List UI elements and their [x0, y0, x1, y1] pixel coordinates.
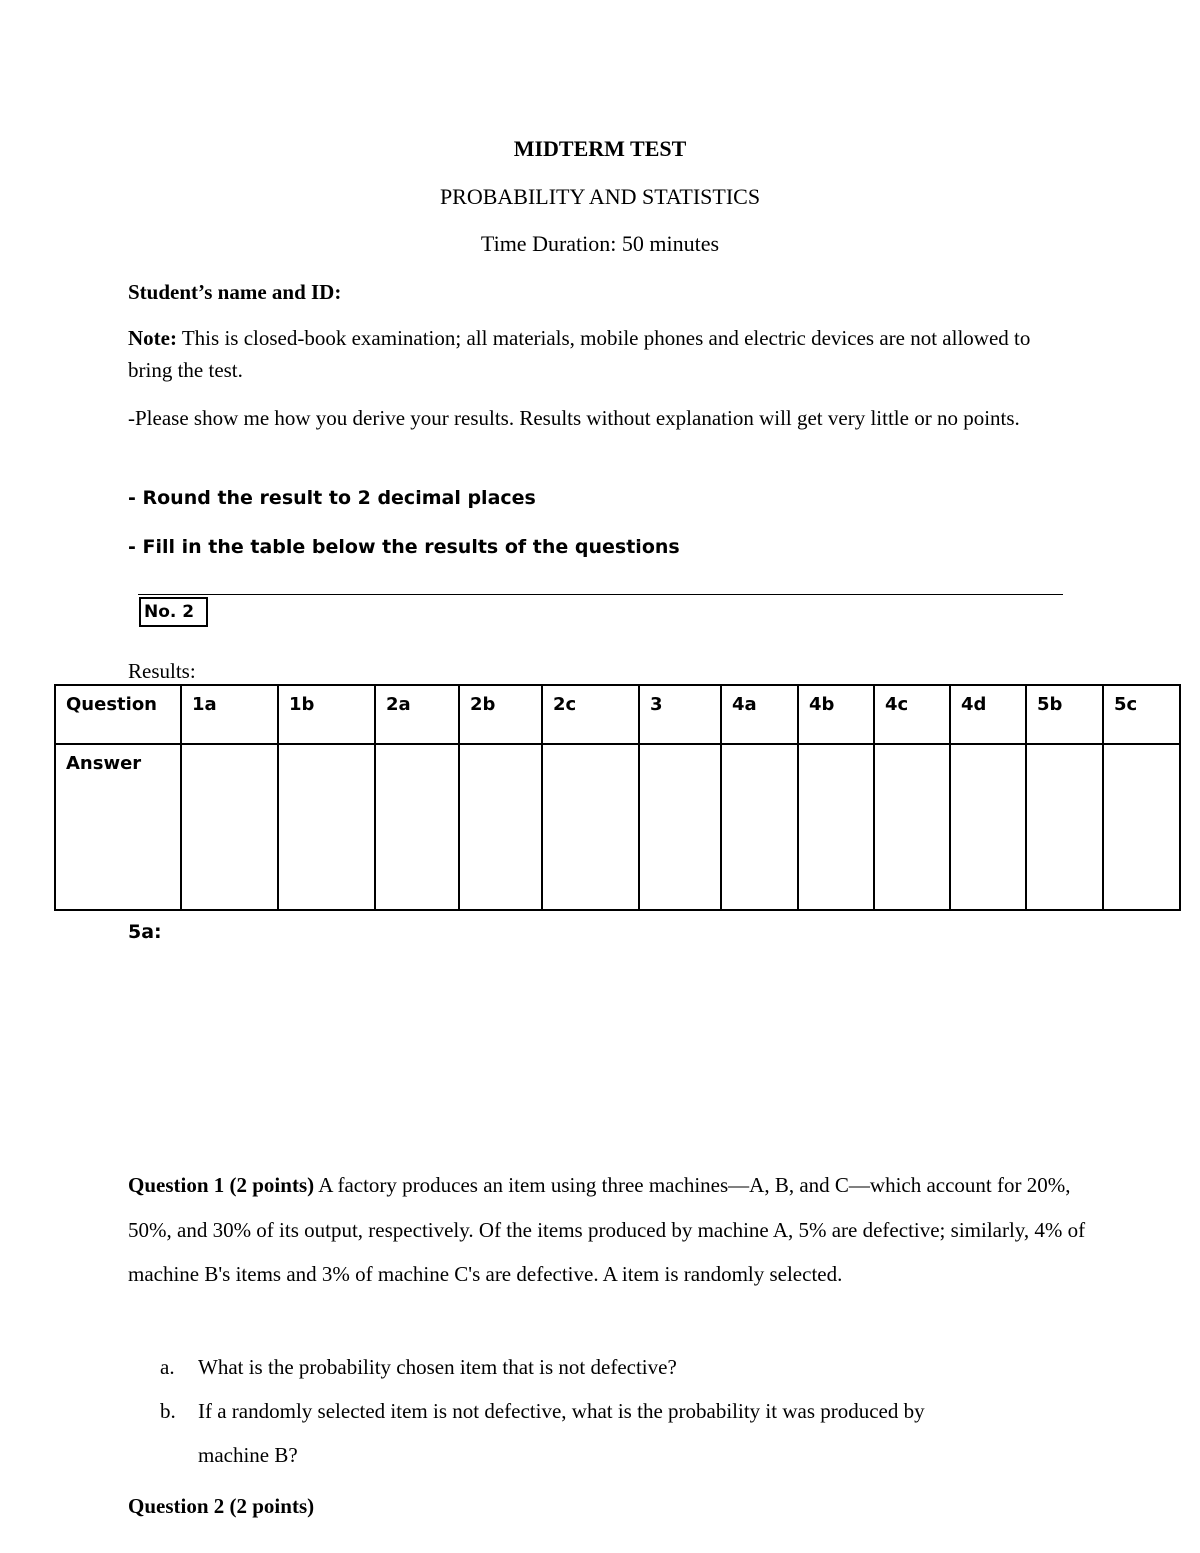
question-cell-4b: 4b [798, 685, 874, 744]
explain-instruction: -Please show me how you derive your results. Results without explanation will get very little or no points. [128, 406, 1020, 430]
question-row [55, 685, 1180, 744]
answer-cell-1b[interactable] [278, 744, 375, 910]
answer-cell-2a[interactable] [375, 744, 459, 910]
answer-cell-2b[interactable] [459, 744, 542, 910]
question-1a-text: What is the probability chosen item that is not defective? [198, 1355, 677, 1379]
question-cell-5b: 5b [1026, 685, 1103, 744]
note-paragraph [128, 322, 1078, 386]
exam-title: MIDTERM TEST [513, 136, 687, 161]
answer-cell-4c[interactable] [874, 744, 950, 910]
round-instruction: - Round the result to 2 decimal places [128, 487, 536, 509]
answer-cell-4d[interactable] [950, 744, 1026, 910]
question-cell-4a: 4a [721, 685, 798, 744]
question-1-body: A factory produces an item using three machines—A, B, and C—which account for 20%, 50%, and 30% of its output, respectively. Of the items produced by machine A, 5% are defective; similarly, 4% of machine B's items and 3% of machine C's are defective. A item is randomly selected. [128, 1173, 1086, 1286]
question-1b-label: b. [160, 1399, 176, 1423]
question-cell-1a: 1a [181, 685, 278, 744]
answer-cell-1a[interactable] [181, 744, 278, 910]
results-table [54, 684, 1181, 911]
question-1a [160, 1345, 1080, 1389]
note-label: Note: [128, 326, 177, 350]
results-label: Results: [128, 659, 196, 683]
question-row-header: Question [55, 685, 181, 744]
question-cell-2b: 2b [459, 685, 542, 744]
note-text: This is closed-book examination; all materials, mobile phones and electric devices are not allowed to bring the test. [128, 326, 1031, 382]
answer-cell-2c[interactable] [542, 744, 639, 910]
answer-cell-3[interactable] [639, 744, 721, 910]
version-number-box: No. 2 [139, 597, 208, 627]
answer-cell-5c[interactable] [1103, 744, 1180, 910]
question-1 [128, 1163, 1088, 1297]
answer-cell-4b[interactable] [798, 744, 874, 910]
question-cell-4c: 4c [874, 685, 950, 744]
question-cell-2a: 2a [375, 685, 459, 744]
question-1a-label: a. [160, 1355, 175, 1379]
question-1b [160, 1389, 1080, 1433]
question-cell-2c: 2c [542, 685, 639, 744]
answer-row [55, 744, 1180, 910]
question-2-title: Question 2 (2 points) [128, 1494, 315, 1518]
question-cell-1b: 1b [278, 685, 375, 744]
question-cell-5c: 5c [1103, 685, 1180, 744]
answer-row-header: Answer [55, 744, 181, 910]
answer-5a-label: 5a: [128, 921, 162, 943]
time-duration: Time Duration: 50 minutes [480, 231, 720, 256]
fill-instruction: - Fill in the table below the results of the questions [128, 536, 680, 558]
answer-cell-5b[interactable] [1026, 744, 1103, 910]
student-name-label: Student’s name and ID: [128, 280, 342, 304]
answer-cell-4a[interactable] [721, 744, 798, 910]
question-cell-3: 3 [639, 685, 721, 744]
question-1b-continuation: machine B? [198, 1443, 298, 1467]
question-1b-text: If a randomly selected item is not defective, what is the probability it was produced by [198, 1399, 925, 1423]
question-cell-4d: 4d [950, 685, 1026, 744]
divider-line [138, 594, 1063, 595]
course-title: PROBABILITY AND STATISTICS [439, 184, 761, 209]
question-1-title: Question 1 (2 points) [128, 1173, 315, 1197]
